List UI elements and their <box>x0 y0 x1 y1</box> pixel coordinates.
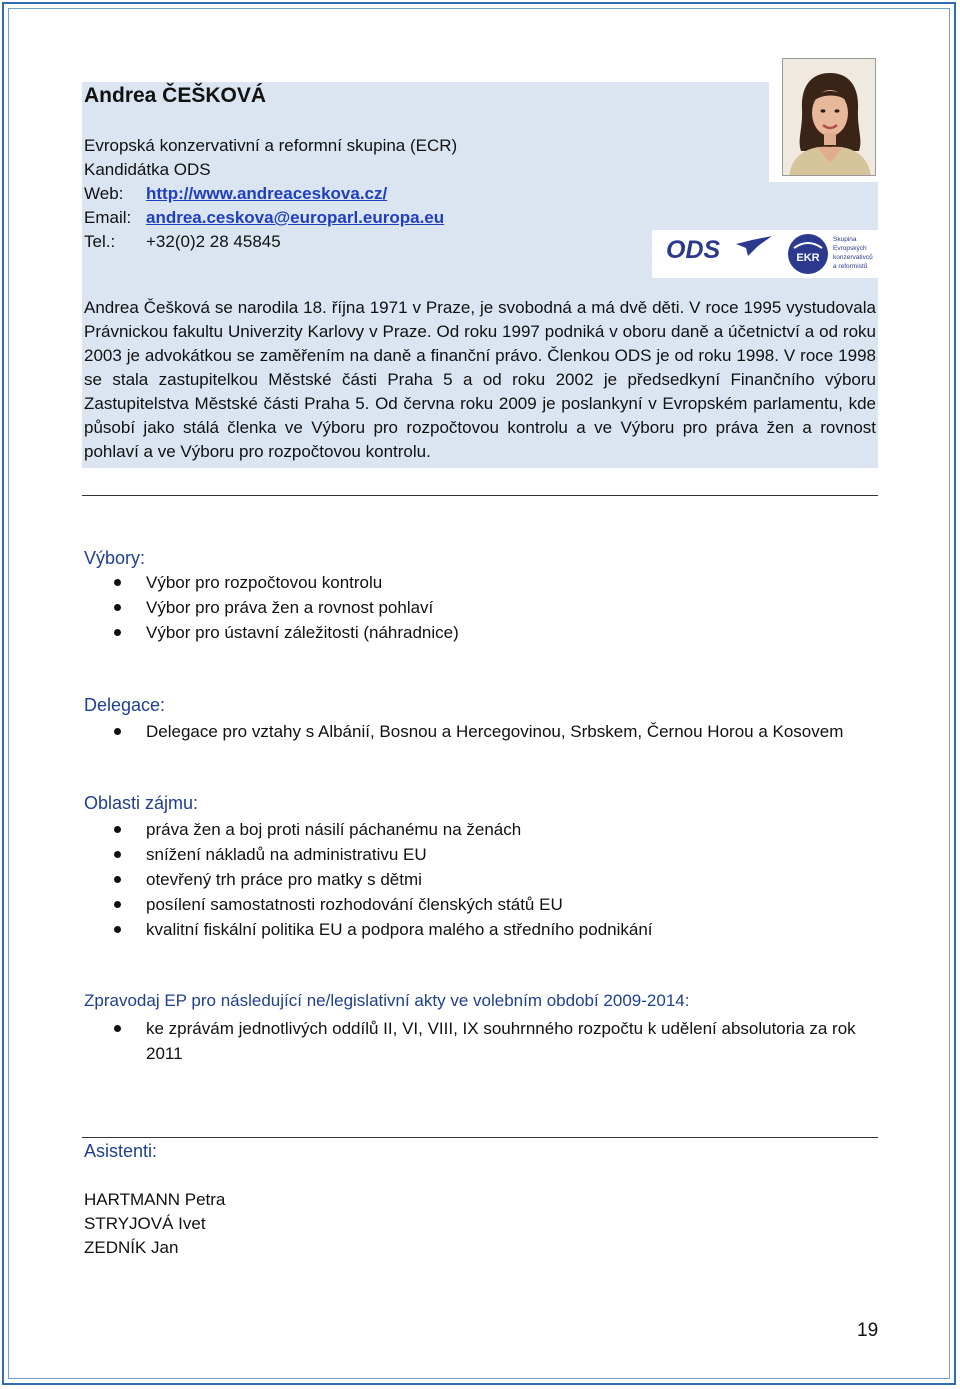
rapporteur-list <box>84 1016 879 1066</box>
list-item: posílení samostatnosti rozhodování členských států EU <box>84 892 653 917</box>
divider-bottom <box>82 1137 878 1138</box>
list-item: Výbor pro ústavní záležitosti (náhradnice) <box>84 620 459 645</box>
web-label: Web: <box>84 184 124 203</box>
list-item: Delegace pro vztahy s Albánií, Bosnou a Hercegovinou, Srbskem, Černou Horou a Kosovem <box>84 719 843 744</box>
list-item: Výbor pro práva žen a rovnost pohlaví <box>84 595 459 620</box>
website-link[interactable]: http://www.andreaceskova.cz/ <box>146 184 388 203</box>
mep-name: Andrea ČEŠKOVÁ <box>84 84 267 107</box>
ekr-caption-1: Skupina <box>833 236 857 243</box>
committees-heading: Výbory: <box>84 548 146 568</box>
political-group: Evropská konzervativní a reformní skupina (ECR) <box>84 136 458 155</box>
assistants-heading: Asistenti: <box>84 1141 158 1161</box>
ods-bird-icon <box>736 236 772 256</box>
biography-paragraph: Andrea Češková se narodila 18. října 1971 v Praze, je svobodná a má dvě děti. V roce 1995 vystudovala Právnickou fakultu Univerzity Karlovy v Praze. Od roku 1997 podniká v oboru daně a účetnictví a od roku 2003 je advokátkou se zaměřením na daně a finanční právo. Členkou ODS je od roku 1998. V roce 1998 se stala zastupitelkou Městské části Praha 5 a od roku 2002 je předsedkyní Finančního výboru Zastupitelstva Městské části Praha 5. Od června roku 2009 je poslankyní v Evropském parlamentu, kde působí jako stálá členka ve Výboru pro rozpočtovou kontrolu a ve Výboru pro práva žen a rovnost pohlaví a ve Výboru pro rozpočtovou kontrolu. <box>84 298 876 461</box>
list-item: snížení nákladů na administrativu EU <box>84 842 653 867</box>
portrait-photo <box>782 58 876 176</box>
list-item: kvalitní fiskální politika EU a podpora malého a středního podnikání <box>84 917 653 942</box>
candidacy: Kandidátka ODS <box>84 160 211 179</box>
delegations-list <box>84 719 843 744</box>
email-label: Email: <box>84 208 132 227</box>
list-item: otevřený trh práce pro matky s dětmi <box>84 867 653 892</box>
divider-top <box>82 495 878 496</box>
interests-list <box>84 817 653 942</box>
list-item: práva žen a boj proti násilí páchanému na ženách <box>84 817 653 842</box>
web-row <box>84 182 387 206</box>
party-logos <box>652 230 878 278</box>
phone-row <box>84 230 281 254</box>
assistant-name: STRYJOVÁ Ivet <box>84 1214 206 1233</box>
list-item: ke zprávám jednotlivých oddílů II, VI, VIII, IX souhrnného rozpočtu k udělení absolutoria za rok 2011 <box>84 1016 879 1066</box>
ekr-caption-2: Evropských <box>833 245 867 252</box>
assistant-name: HARTMANN Petra <box>84 1190 226 1209</box>
assistant-name: ZEDNÍK Jan <box>84 1238 179 1257</box>
ods-logo-text: ODS <box>666 236 721 264</box>
ods-ekr-logos <box>652 230 878 278</box>
list-item: Výbor pro rozpočtovou kontrolu <box>84 570 459 595</box>
ekr-logo-text: EKR <box>796 252 820 264</box>
email-row <box>84 206 444 230</box>
ekr-caption-3: konzervativců <box>833 254 873 261</box>
phone-label: Tel.: <box>84 232 116 251</box>
portrait-image <box>783 59 876 176</box>
committees-list <box>84 570 459 645</box>
email-link[interactable]: andrea.ceskova@europarl.europa.eu <box>146 208 445 227</box>
page-number: 19 <box>857 1320 879 1341</box>
rapporteur-heading: Zpravodaj EP pro následující ne/legislativní akty ve volebním období 2009-2014: <box>84 991 690 1010</box>
phone-number: +32(0)2 28 45845 <box>146 232 281 251</box>
ekr-caption-4: a reformistů <box>833 263 868 270</box>
delegations-heading: Delegace: <box>84 695 166 715</box>
interests-heading: Oblasti zájmu: <box>84 793 199 813</box>
